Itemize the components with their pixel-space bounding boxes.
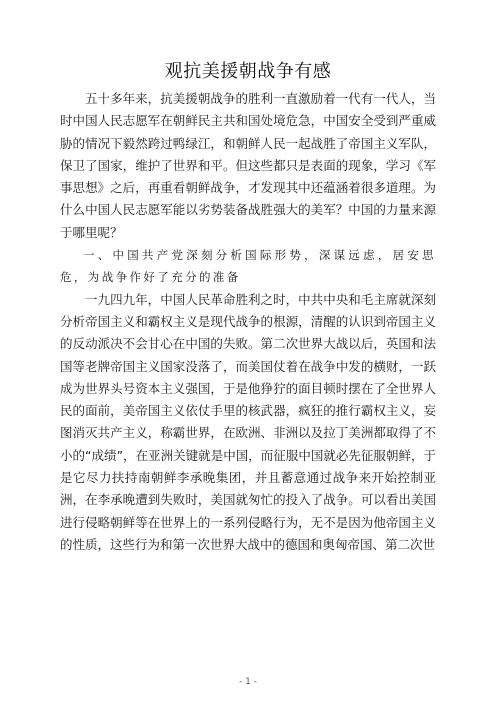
page-number: - 1 - bbox=[239, 677, 257, 687]
section-heading: 一、中国共产党深刻分析国际形势，深谋远虑，居安思危，为战争作好了充分的准备 bbox=[60, 248, 436, 285]
section-paragraph: 一九四九年，中国人民革命胜利之时，中共中央和毛主席就深刻分析帝国主义和霸权主义是现代战争的根源，清醒的认识到帝国主义的反动派决不会甘心在中国的失败。第二次世界大战以后，英国和法国等老牌帝国主义国家没落了，而美国仗着在战争中发的横财，一跃成为世界头号资本主义强国，于是他狰狞的面目顿时摆在了全世界人民的面前，美帝国主义依仗手里的核武器，疯狂的推行霸权主义，妄图消灭共产主义，称霸世界，在欧洲、非洲以及拉丁美洲都取得了不小的“成绩”，在亚洲关键就是中国，而征服中国就必先征服朝鲜，于是它尽力扶持南朝鲜李承晚集团，并且蓄意通过战争来开始控制亚洲，在李承晚遭到失败时，美国就匆忙的投入了战争。可以看出美国进行侵略朝鲜等在世界上的一系列侵略行为，无不是因为他帝国主义的性质，这些行为和第一次世界大战中的德国和奥匈帝国、第二次世 bbox=[60, 291, 436, 552]
document-body bbox=[60, 88, 436, 556]
intro-paragraph: 五十多年来，抗美援朝战争的胜利一直激励着一代有一代人，当时中国人民志愿军在朝鲜民主共和国处境危急，中国安全受到严重威胁的情况下毅然跨过鸭绿江，和朝鲜人民一起战胜了帝国主义军队，保卫了国家，维护了世界和平。但这些都只是表面的现象，学习《军事思想》之后，再重看朝鲜战争，才发现其中还蕴涵着很多道理。为什么中国人民志愿军能以劣势装备战胜强大的美军？中国的力量来源于哪里呢？ bbox=[60, 91, 436, 240]
document-title: 观抗美援朝战争有感 bbox=[164, 61, 332, 82]
